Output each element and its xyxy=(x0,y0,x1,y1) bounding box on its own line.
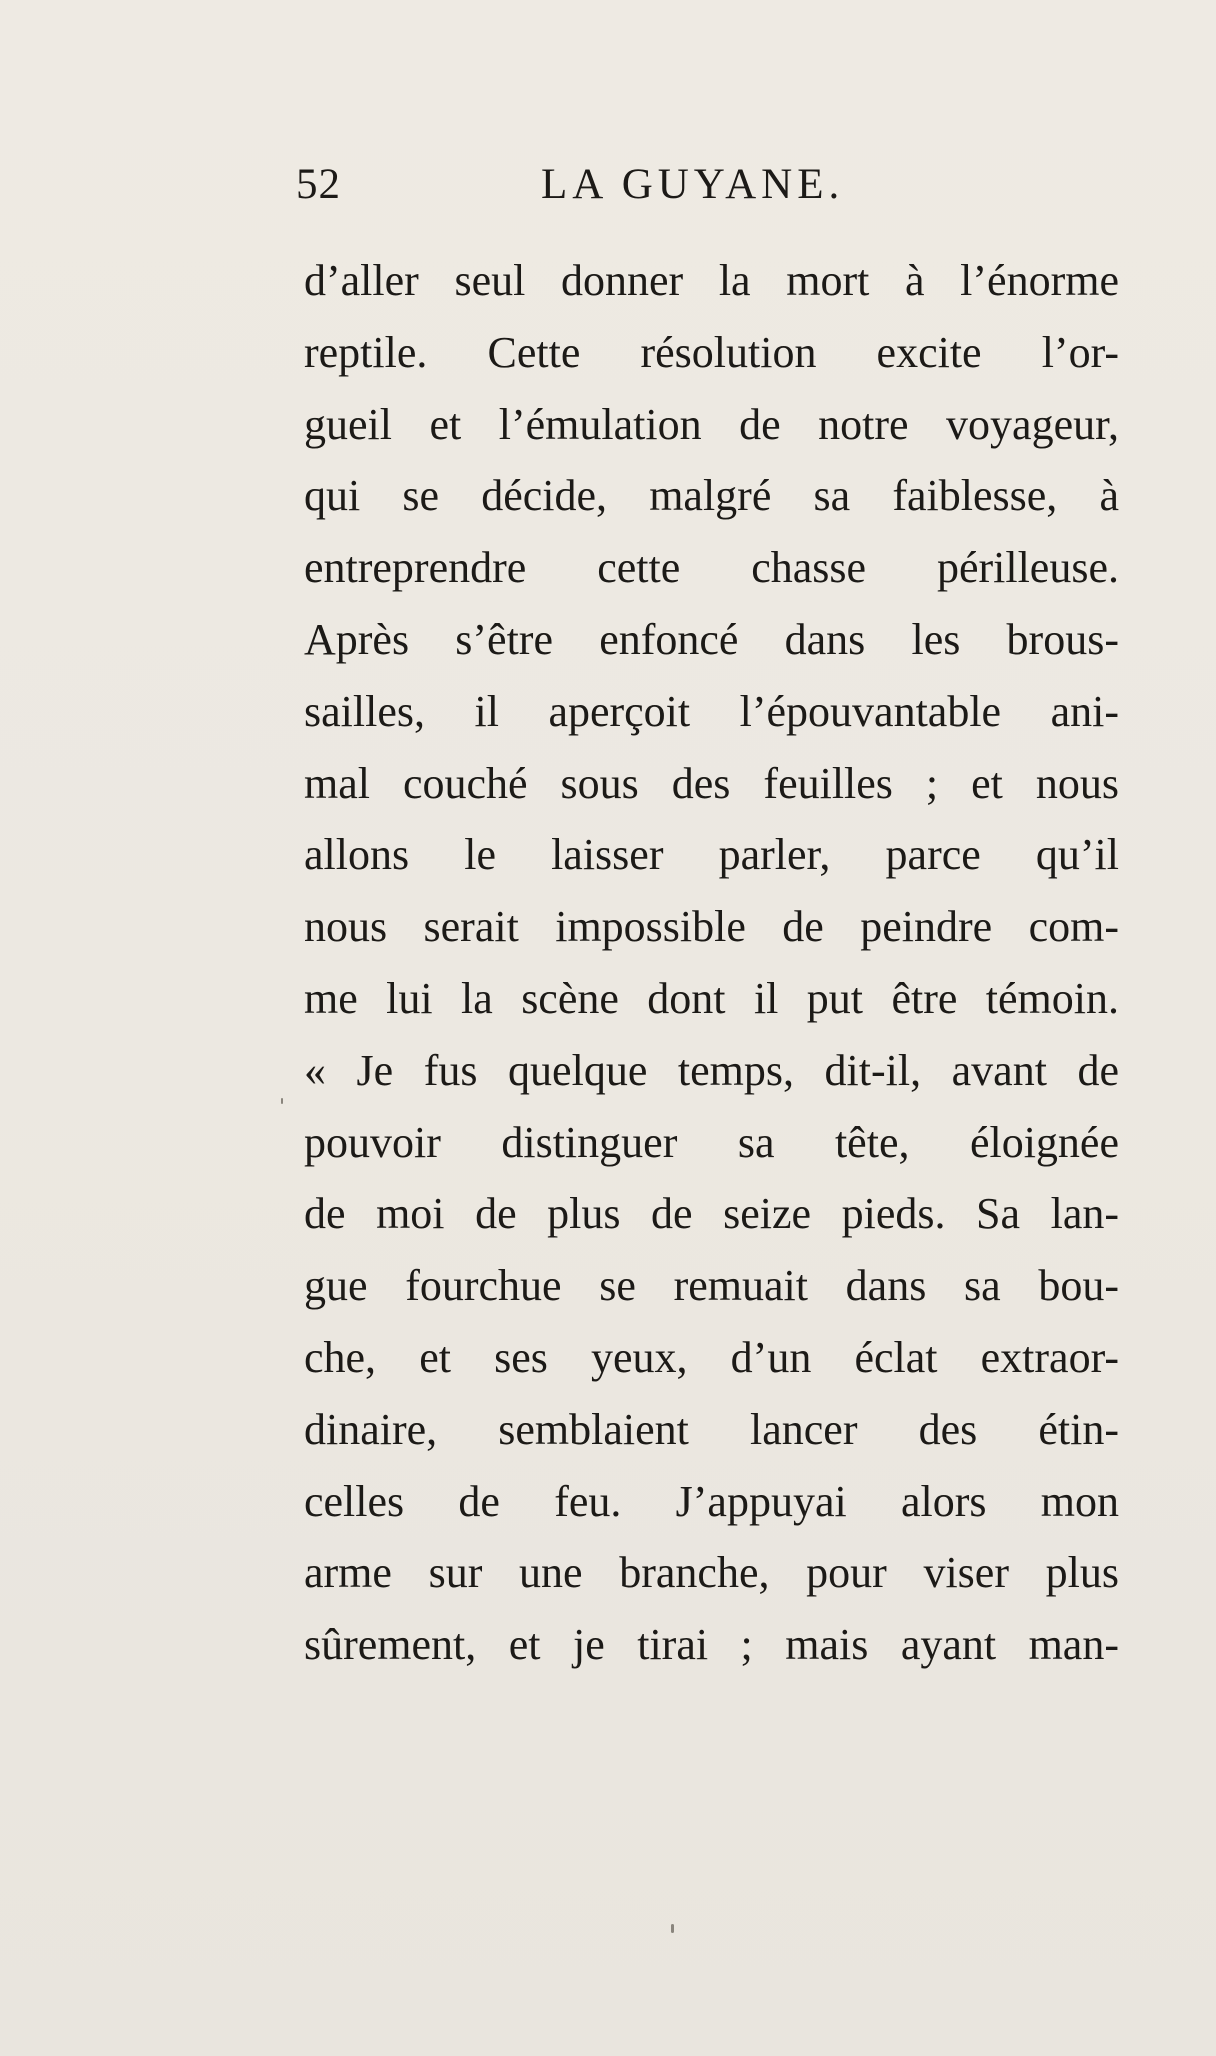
text-line: mal couché sous des feuilles ; et nous xyxy=(304,758,1119,808)
text-line: me lui la scène dont il put être témoin. xyxy=(304,973,1119,1023)
text-line: allons le laisser parler, parce qu’il xyxy=(304,830,1119,880)
text-line: de moi de plus de seize pieds. Sa lan- xyxy=(304,1189,1119,1239)
text-line: gueil et l’émulation de notre voyageur, xyxy=(304,399,1119,449)
text-line: dinaire, semblaient lancer des étin- xyxy=(304,1404,1119,1454)
paper-speck xyxy=(671,1924,674,1933)
text-line: pouvoir distinguer sa tête, éloignée xyxy=(304,1117,1119,1167)
text-line: che, et ses yeux, d’un éclat extraor- xyxy=(304,1332,1119,1382)
running-head xyxy=(296,160,896,220)
text-line: Après s’être enfoncé dans les brous- xyxy=(304,614,1119,664)
text-line: sûrement, et je tirai ; mais ayant man- xyxy=(304,1620,1119,1670)
text-line: « Je fus quelque temps, dit-il, avant de xyxy=(304,1045,1119,1095)
text-line: entreprendre cette chasse périlleuse. xyxy=(304,543,1119,593)
page-number: 52 xyxy=(296,161,341,208)
text-line: qui se décide, malgré sa faiblesse, à xyxy=(304,471,1119,521)
body-text xyxy=(304,245,1119,1681)
text-line: sailles, il aperçoit l’épouvantable ani- xyxy=(304,686,1119,736)
text-line: arme sur une branche, pour viser plus xyxy=(304,1548,1119,1598)
text-line: reptile. Cette résolution excite l’or- xyxy=(304,327,1119,377)
text-line: nous serait impossible de peindre com- xyxy=(304,902,1119,952)
text-line: d’aller seul donner la mort à l’énorme xyxy=(304,256,1119,305)
text-line: gue fourchue se remuait dans sa bou- xyxy=(304,1261,1119,1311)
paper-speck xyxy=(281,1098,283,1104)
running-title: LA GUYANE. xyxy=(541,161,845,208)
text-line: celles de feu. J’appuyai alors mon xyxy=(304,1476,1119,1526)
